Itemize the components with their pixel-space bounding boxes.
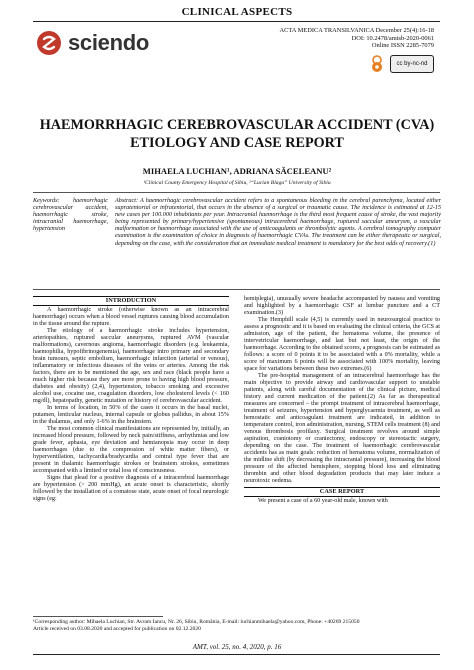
doi: DOI: 10.2478/amtsb-2020-0061 [351,34,434,42]
abstract-top-rule [33,192,440,193]
publisher-logo [36,28,176,58]
page-info: AMT, vol. 25, no. 4, 2020, p. 16 [192,643,282,651]
title-line-2: ETIOLOGY AND CASE REPORT [130,135,344,151]
paragraph: Signs that plead for a positive diagnosis of a intracerebral haemorrhage are hypertension (> 200 mmHg), an acute onset is characteristic, shortly followed by the installation of a comatose state, acute onset of focal neurologic signs (eg: [33,475,229,502]
open-access-icon [370,55,384,73]
title-line-1: HAEMORRHAGIC CEREBROVASCULAR ACCIDENT (CVA) [39,117,435,133]
cc-license-icon [390,55,434,73]
abstract-bottom-rule [33,289,440,290]
paragraph: The most common clinical manifestations are represented by, initially, an increased blood pressure, followed by neck pain/stiffness, arrhythmias and low grade fever, aphasia, eye deviation and hemianopsia may occur in deep haemorrhages (due to the compression of white matter fibers), or hyperventilation, tachycardia/bradycardia and central type fever that are present in thalamic haemorrhagic strokes or brainstem strokes, sometimes accompanied with a limited or total loss of consciousness. [33,426,229,474]
introduction-heading: INTRODUCTION [33,296,229,306]
footnote [33,619,440,632]
sciendo-logo-icon [36,30,62,56]
article-title [30,116,444,152]
bottom-divider [33,654,440,655]
left-column [33,296,229,503]
issn: Online ISSN 2285-7079 [371,42,434,50]
corresponding-author: ¹Corresponding author: Mihaela Luchian, Str. Avram Iancu, Nr. 26, Sibiu, România, E-mail: luchianmihaela@yahoo.com, Phone: +40269 215050 [33,619,360,625]
license-badges [370,55,434,73]
article-dates: Article received on 03.08.2020 and accepted for publication on 02.12.2020 [33,625,201,632]
paragraph: The etiology of a haemorrhagic stroke includes hypertension, arteriopathies, ruptured saccular aneurysms, ruptured AVM (vascular malformations), cavernous angioma, haemorrhagic disorders (e.g. leukaemia, haemophilia, hypofibrinogenemia), haemorrhage intro primary and secondary brain tumours, septic embolism, haemorrhagic infarction (arterial or venous), inflammatory or infectious diseases of the veins or arteries. Among the risk factors, there are to be mentioned the age, sex and race (black people have a much higher risk because they are more prone to having high blood pressure, diabetes and obesity) (2,4), hypertension, tobacco smoking and excessive alcohol use, cocaine use, coagulation disorders, low cholesterol levels (< 160 mg/dl), hepatopathy, genetic mutation or history of cerebrovascular accident. [33,328,229,404]
affiliations: ¹Clinical County Emergency Hospital of Sibiu, ²“Lucian Blaga” University of Sibiu [143,180,331,186]
paragraph: hemiplegia), unusually severe headache accompanied by nausea and vomiting and highlighted by a haemorrhagic CSF at lumbar puncture and a CT examination.(3) [244,296,440,316]
abstract: Abstract: A haemorrhagic cerebrovascular accident refers to a spontaneous bleeding in the cerebral parenchyma, located either supratentorial or infratentorial, that occurs in the absence of a surgical or traumatic cause. The incidence is estimated at 12-15 new cases per 100.000 inhabitants per year. Intracranial haemorrhage is the third most frequent cause of stroke, the vast majority being represented by primary/hypertensive (spontaneous) intracerebral haemorrhage, ruptured saccular aneurysm, a vascular malformation or haemorrhage associated with the use of anticoagulants or thrombolytic agents. A cerebral tomography computer examination is the examination of choice in diagnosis of haemorrhagic CVAs. The treatment can be either therapeutic or surgical, depending on the case, with the consideration that an immediate medical treatment is mandatory for the best odds of recovery.(1) [115,197,441,247]
cc-label: cc by-nc-nd [396,61,428,67]
journal-info [224,27,434,50]
paragraph: The pre-hospital management of an intracerebral haemorrhage has the main objective to provide airway and cardiovascular support to unstable patients, along with careful documentation of the clinical picture, medical history and current medication of the patient.(2) As far as therapeutical measures are concerned – the prompt treatment of intracerebral haemorrhage, treatment of seizures, hypertension and hyperglycaemia treatment, as well as hemostatic and anticoagulant treatment are indicated, in addition to temperature control, iron administration, nursing, STEM cells treatment (8) and venous thrombosis profilaxy. Surgical treatment revolves around simple aspiration, craniotomy or craniectomy, endoscopy or stereotactic surgery, depending on the case. The treatment of haemorrhagic cerebrovascular accidents has as main goals: reduction of hematoma volume, normalization of the midline shift (by decreasing the intracranial pressure), increasing the blood pressure of the affected hemisphere, stopping blood loss and eliminating thrombin and other blood degradation products that may later induce a neurotoxic oedema. [244,373,440,484]
footnote-rule [33,616,163,617]
authors: MIHAELA LUCHIAN¹, ADRIANA SĂCELEANU² [142,166,332,176]
logo-text: sciendo [68,30,150,55]
paragraph: We present a case of a 60 year-old male, known with [258,498,388,504]
section-heading: CLINICAL ASPECTS [181,6,293,18]
right-column [244,296,440,505]
case-report-heading: CASE REPORT [244,487,440,497]
paragraph: The Hemphill scale (4,5) is currently used in neurosurgical practice to assess a prognostic and it is based on evaluating the clinical criteria, the GCS at admission, age of the patient, the hematoma volume, the presence of intervetricular haemorrhage, and last but not least, the origin of the haemorrhage. According to the obtained scores, a prognosis can be estimated as follows: a score of 0 points it to be associated with a 0% mortality, while a score of maximum 6 points will be associated with 100% mortality, leaving space for variations between these two extremes.(6) [244,317,440,372]
top-divider [33,21,440,22]
keywords: Keywords: haemorrhagic cerebrovascular accident, haemorrhagic stroke, intracranial haemorrhage, hypertension [33,197,108,233]
paragraph: In terms of location, in 50% of the cases it occurs in the basal nuclei, putamen, lenticular nucleus, internal capsule or globus pallidus, in about 15% in the thalamus, and only 1-6% in the brainstem. [33,405,229,425]
journal-citation: ACTA MEDICA TRANSILVANICA December 25(4):16-18 [279,27,434,34]
paragraph: A haemorrhagic stroke (otherwise known as an intracerebral haemorrhage) occurs when a blood vessel ruptures causing blood accumulation in the tissue around the rupture. [33,307,229,327]
